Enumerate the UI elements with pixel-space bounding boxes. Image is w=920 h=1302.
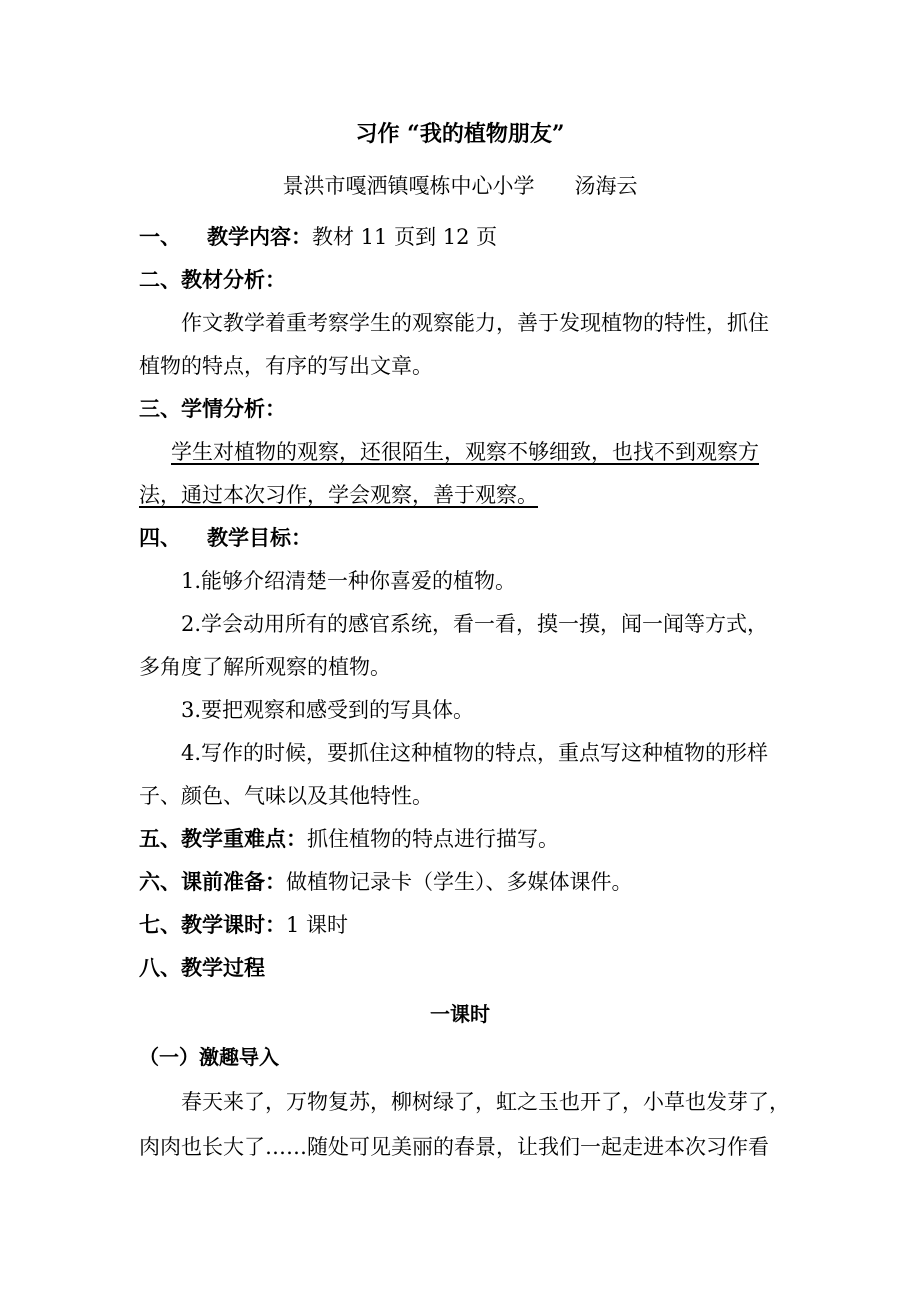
- section-3-line-1-text: 学生对植物的观察，还很陌生，观察不够细致，也找不到观察方: [171, 440, 759, 464]
- goal-2-line-1: 2.学会动用所有的感官系统，看一看，摸一摸，闻一闻等方式，: [181, 612, 769, 636]
- author-name: 汤海云: [574, 174, 638, 198]
- goal-4-line-2: 子、颜色、气味以及其他特性。: [139, 784, 433, 808]
- section-7-heading: 七、教学课时：: [139, 912, 286, 937]
- section-3-line-2: [139, 481, 548, 509]
- part-1-line-1: 春天来了，万物复苏，柳树绿了，虹之玉也开了，小草也发芽了，: [181, 1090, 790, 1114]
- lesson-title: 一课时: [430, 1002, 490, 1026]
- section-1-heading: 教学内容：: [207, 224, 312, 249]
- section-4: [139, 524, 312, 552]
- section-8-heading: 八、教学过程: [139, 955, 265, 980]
- section-3-line-1: [139, 438, 759, 466]
- section-2-heading: 二、教材分析：: [139, 267, 286, 292]
- section-5-heading: 五、教学重难点：: [139, 826, 307, 851]
- part-1-heading: （一）激趣导入: [139, 1045, 279, 1069]
- section-4-heading: 教学目标：: [207, 525, 312, 550]
- section-1: [139, 223, 497, 251]
- author-school: 景洪市嘎洒镇嘎栋中心小学: [282, 174, 535, 198]
- section-7-text: 1 课时: [286, 913, 349, 937]
- goal-3: 3.要把观察和感受到的写具体。: [181, 698, 475, 722]
- section-6-text: 做植物记录卡（学生）、多媒体课件。: [286, 870, 633, 894]
- section-5: [139, 825, 559, 853]
- goal-1: 1.能够介绍清楚一种你喜爱的植物。: [181, 569, 517, 593]
- section-7: [139, 911, 348, 939]
- goal-4-line-1: 4.写作的时候，要抓住这种植物的特点，重点写这种植物的形样: [181, 741, 769, 765]
- section-2-line-1: 作文教学着重考察学生的观察能力，善于发现植物的特性，抓住: [181, 311, 769, 335]
- document-title: 习作 “我的植物朋友”: [355, 121, 565, 147]
- section-5-text: 抓住植物的特点进行描写。: [307, 827, 559, 851]
- goal-2-line-2: 多角度了解所观察的植物。: [139, 655, 391, 679]
- section-6: [139, 868, 633, 896]
- section-1-label: 一、: [139, 224, 181, 249]
- section-4-label: 四、: [139, 525, 181, 550]
- section-2-line-2: 植物的特点，有序的写出文章。: [139, 354, 433, 378]
- section-3-heading: 三、学情分析：: [139, 396, 286, 421]
- author-line: [0, 172, 920, 200]
- section-1-text: 教材 11 页到 12 页: [312, 225, 498, 249]
- section-6-heading: 六、课前准备：: [139, 869, 286, 894]
- part-1-line-2: 肉肉也长大了……随处可见美丽的春景，让我们一起走进本次习作看: [139, 1135, 769, 1159]
- section-3-line-2-text: 法，通过本次习作，学会观察，善于观察。: [139, 483, 538, 507]
